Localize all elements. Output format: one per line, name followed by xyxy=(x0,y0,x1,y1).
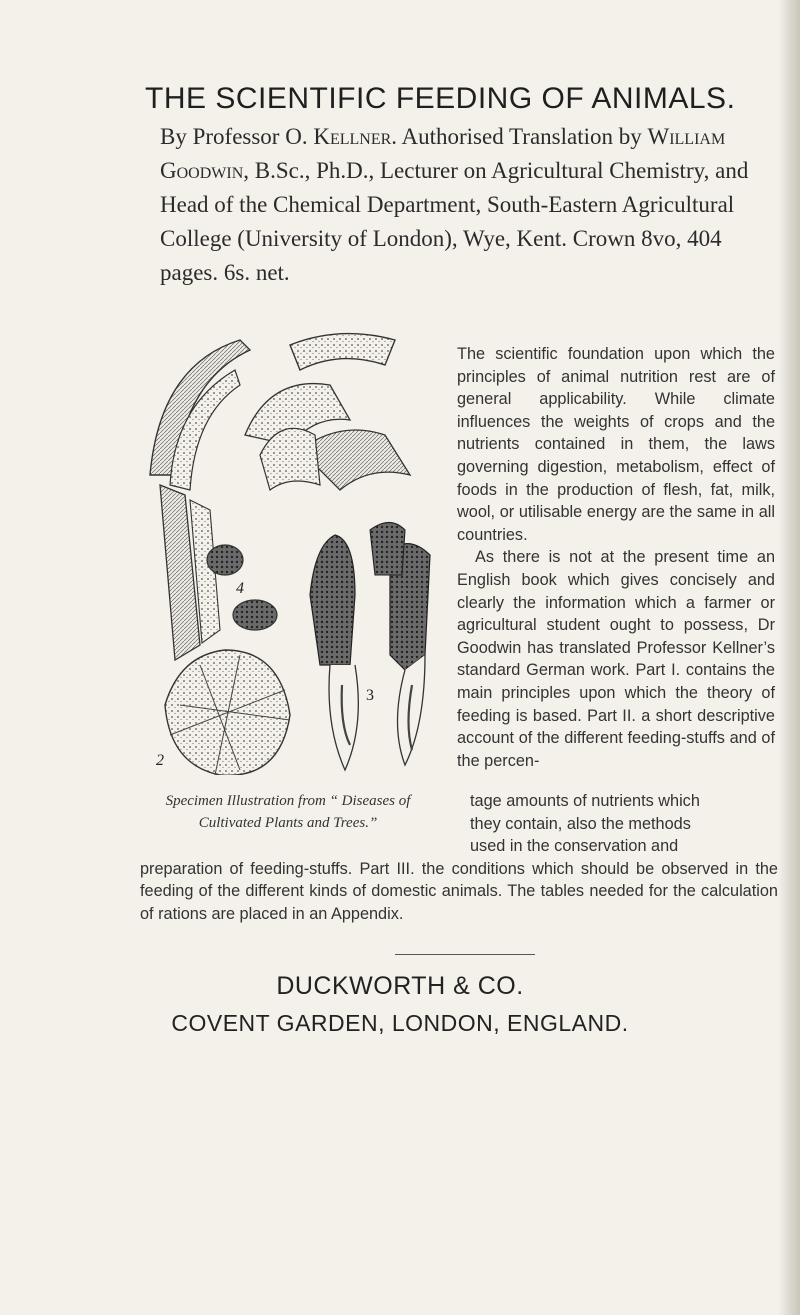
intro-author: Kellner xyxy=(313,124,392,149)
description-paragraph-1: The scientific foundation upon which the principles of animal nutrition rest are of general applicability. While climate influences the weights of crops and the nutrients contained in them, the laws governing digestion, metabolism, effect of foods in the production of flesh, fat, milk, wool, or utilisable energy are the same in all countries. xyxy=(457,345,775,544)
continuation-line-3: used in the conservation and xyxy=(470,837,679,856)
description-continuation xyxy=(140,790,778,926)
description-paragraph-2: As there is not at the present time an English book which gives concisely and clearly the information which a farmer or agricultural student ought to possess, Dr Goodwin has translated Professor Kellner’s standard German work. Part I. contains the main principles upon which the theory of feeding is based. Part II. a short descriptive account of the different feeding-stuffs and of the percen- xyxy=(457,548,775,770)
caption-line-1: Specimen Illustration from “ Diseases of xyxy=(165,793,411,809)
figure-label-2: 2 xyxy=(156,752,164,769)
continuation-line-1: tage amounts of nutrients which xyxy=(470,792,700,810)
intro-by: By Professor O. xyxy=(160,124,314,149)
intro-translator: William Goodwin xyxy=(160,124,726,183)
continuation-line-2: they contain, also the methods xyxy=(470,814,691,833)
publisher-address: COVENT GARDEN, LONDON, ENGLAND. xyxy=(171,1010,629,1036)
figure-label-3: 3 xyxy=(366,687,374,704)
publisher-name: DUCKWORTH & CO. xyxy=(276,972,524,1000)
caption-line-2: Cultivated Plants and Trees.” xyxy=(198,815,378,831)
page-edge xyxy=(778,0,800,1315)
description-column xyxy=(457,343,775,772)
book-title: THE SCIENTIFIC FEEDING OF ANIMALS. xyxy=(145,82,736,115)
intro-rest: , B.Sc., Ph.D., Lecturer on Agricultural Chemistry, and Head of the Chemical Department, South-Eastern Agricultural College (University of London), Wye, Kent. Crown 8vo, 404 pages. 6s. net. xyxy=(160,158,749,285)
figure-label-4: 4 xyxy=(236,580,244,597)
specimen-illustration xyxy=(140,325,450,775)
divider-rule xyxy=(395,954,535,955)
intro-after-author: . Authorised Translation by xyxy=(391,124,648,149)
continuation-paragraph: preparation of feeding-stuffs. Part III. the conditions which should be observed in the feeding of the different kinds of domestic animals. The tables needed for the calculation of rations are placed in an Appendix. xyxy=(140,859,778,923)
book-intro xyxy=(160,120,780,290)
